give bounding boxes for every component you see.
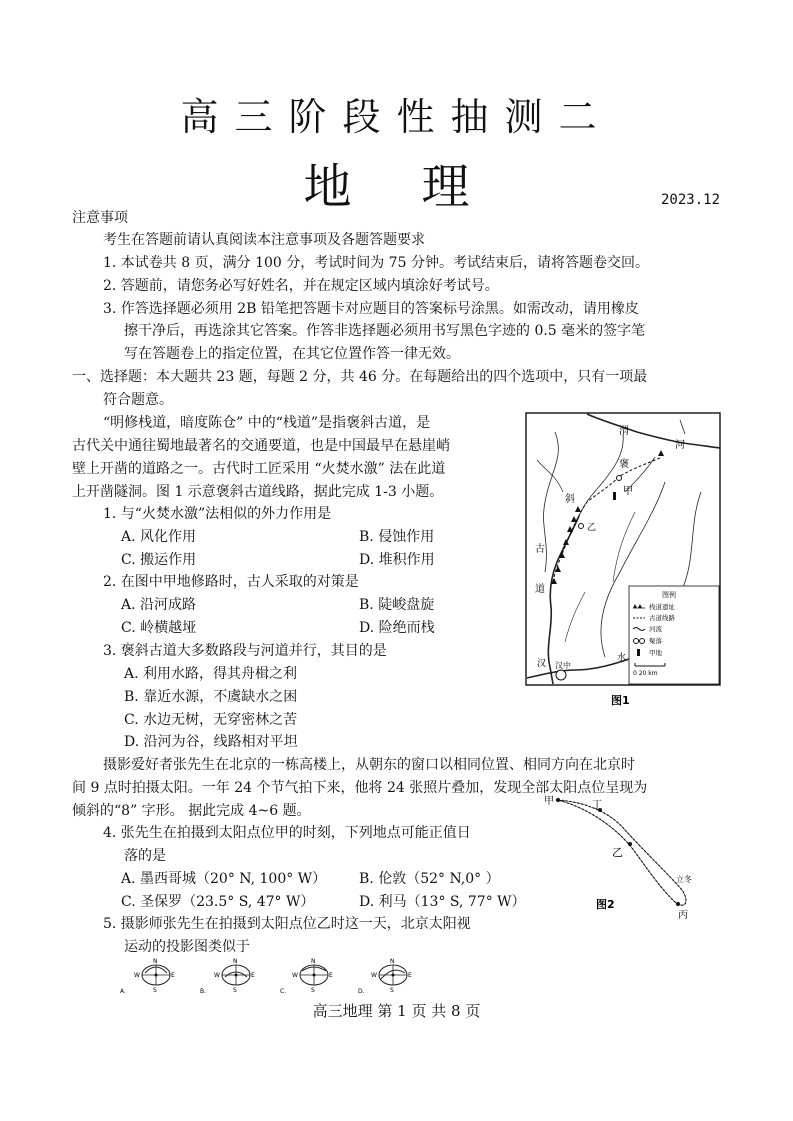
figure1-legend — [629, 586, 719, 684]
notice-item-3-cont2: 写在答题卷上的指定位置，在其它位置作答一律无效。 — [124, 346, 460, 362]
q5-option-d-diagram[interactable] — [358, 958, 412, 995]
svg-text:E: E — [251, 972, 255, 979]
q2-option-c: C. 岭横越垭 — [121, 620, 197, 636]
svg-text:W: W — [134, 972, 140, 979]
passage1-line1: “明修栈道，暗度陈仓” 中的“栈道”是指褒斜古道，是 — [103, 415, 431, 431]
figure1-map — [525, 412, 721, 708]
q4-option-d: D. 利马（13° S, 77° W） — [359, 894, 526, 910]
notice-item-2: 2. 答题前，请您务必写好姓名，并在规定区域内填涂好考试号。 — [103, 278, 499, 294]
section-heading-cont: 符合题意。 — [103, 392, 173, 408]
settlement — [617, 476, 622, 481]
q5-stem: 5. 摄影师张先生在拍摄到太阳点位乙时这一天，北京太阳视 — [103, 916, 471, 932]
q2-option-d: D. 险绝而栈 — [359, 620, 435, 636]
svg-text:图例: 图例 — [662, 591, 676, 599]
exam-title: 高三阶段性抽测二 — [180, 95, 613, 139]
point-ding: 丁 — [592, 800, 602, 811]
point-yi: 乙 — [612, 846, 623, 859]
svg-text:褒: 褒 — [619, 459, 629, 470]
q3-option-c: C. 水边无树，无穿密林之苦 — [124, 712, 298, 728]
q5-stem-cont: 运动的投影图类似于 — [124, 939, 250, 955]
svg-text:甲地: 甲地 — [649, 649, 662, 657]
svg-text:河: 河 — [675, 440, 685, 451]
svg-text:水: 水 — [617, 653, 627, 663]
figure2-analemma — [540, 790, 720, 920]
svg-text:S: S — [233, 987, 237, 994]
notice-item-3-cont1: 擦干净后，再选涂其它答案。作答非选择题必须用书写黑色字迹的 0.5 毫米的签字笔 — [124, 323, 646, 339]
svg-text:S: S — [153, 987, 157, 994]
notice-intro: 考生在答题前请认真阅读本注意事项及各题答题要求 — [103, 232, 425, 248]
svg-text:乙: 乙 — [587, 523, 597, 533]
svg-text:古道线路: 古道线路 — [649, 614, 675, 622]
q2-option-a: A. 沿河成路 — [121, 597, 197, 613]
q3-option-d: D. 沿河为谷，线路相对平坦 — [124, 734, 298, 750]
subject-title: 地理 — [303, 159, 540, 215]
passage1-line4: 上开凿隧洞。图 1 示意褒斜古道线路，据此完成 1-3 小题。 — [72, 484, 444, 500]
svg-text:E: E — [329, 972, 333, 979]
q2-stem: 2. 在图中甲地修路时，古人采取的对策是 — [103, 574, 359, 590]
svg-text:E: E — [171, 972, 175, 979]
passage2-line1: 摄影爱好者张先生在北京的一栋高楼上，从朝东的窗口以相同位置、相同方向在北京时 — [103, 757, 635, 773]
q4-option-b: B. 伦敦（52° N,0° ） — [359, 871, 500, 887]
q1-option-c: C. 搬运作用 — [121, 552, 197, 568]
q5-option-b-diagram[interactable] — [200, 958, 255, 995]
q5-options-diagrams — [118, 955, 418, 997]
svg-text:聚落: 聚落 — [649, 637, 662, 645]
q1-option-d: D. 堆积作用 — [359, 552, 435, 568]
q2-option-b: B. 陡峻盘旋 — [359, 597, 435, 613]
svg-text:W: W — [292, 972, 298, 979]
passage2-line2: 间 9 点时拍摄太阳。一年 24 个节气拍下来，他将 24 张照片叠加，发现全部太阳点位呈现为 — [72, 780, 648, 796]
point-bing: 丙 — [678, 910, 688, 920]
exam-date: 2023.12 — [661, 192, 721, 208]
q5-option-b-label: B. — [200, 988, 207, 995]
passage1-line3: 壁上开凿的道路之一。古代时工匠采用 “火焚水激” 法在此道 — [72, 461, 446, 477]
label-lidong: 立冬 — [676, 875, 692, 884]
svg-text:E: E — [408, 972, 412, 979]
q4-stem: 4. 张先生在拍摄到太阳点位甲的时刻，下列地点可能正值日 — [103, 825, 471, 841]
figure2-caption: 图2 — [596, 898, 615, 911]
q5-option-c-diagram[interactable] — [280, 958, 333, 995]
notice-heading: 注意事项 — [72, 210, 128, 226]
q3-option-b: B. 靠近水源，不虞缺水之困 — [124, 689, 298, 705]
svg-text:S: S — [311, 987, 315, 994]
svg-text:W: W — [371, 972, 377, 979]
notice-item-1: 1. 本试卷共 8 页，满分 100 分，考试时间为 75 分钟。考试结束后，请将答题卷交回。 — [103, 255, 649, 271]
q5-option-c-label: C. — [280, 988, 287, 995]
q3-option-a: A. 利用水路，得其舟楫之利 — [124, 666, 298, 682]
svg-text:河流: 河流 — [649, 625, 662, 633]
q4-option-a: A. 墨西哥城（20° N, 100° W） — [121, 871, 327, 887]
svg-text:N: N — [153, 958, 158, 965]
q1-option-b: B. 侵蚀作用 — [359, 529, 435, 545]
notice-item-3: 3. 作答选择题必须用 2B 铅笔把答题卡对应题目的答案标号涂黑。如需改动，请用橡皮 — [103, 301, 639, 317]
svg-text:甲: 甲 — [623, 486, 633, 497]
figure1-caption: 图1 — [611, 694, 630, 707]
q5-option-a-diagram[interactable] — [120, 958, 175, 995]
svg-text:W: W — [214, 972, 220, 979]
q5-option-d-label: D. — [358, 988, 365, 995]
q5-option-a-label: A. — [120, 988, 126, 995]
svg-text:S: S — [390, 987, 394, 994]
point-jia: 甲 — [544, 796, 554, 807]
jia-marker — [613, 492, 616, 500]
svg-text:栈道遗址: 栈道遗址 — [649, 603, 675, 611]
q1-stem: 1. 与“火焚水激”法相似的外力作用是 — [103, 506, 332, 522]
q4-option-c: C. 圣保罗（23.5° S, 47° W） — [121, 894, 315, 910]
passage2-line3: 倾斜的“8” 字形。 据此完成 4~6 题。 — [72, 803, 311, 819]
page-footer: 高三地理 第 1 页 共 8 页 — [312, 1002, 481, 1020]
passage1-line2: 古代关中通往蜀地最著名的交通要道，也是中国最早在悬崖峭 — [72, 438, 450, 454]
svg-text:N: N — [233, 958, 238, 965]
svg-text:古: 古 — [535, 544, 545, 555]
svg-text:N: N — [311, 958, 316, 965]
svg-text:N: N — [390, 958, 395, 965]
q4-stem-cont: 落的是 — [124, 848, 166, 864]
section-heading: 一、选择题：本大题共 23 题，每题 2 分，共 46 分。在每题给出的四个选项中，只有一项最 — [72, 369, 648, 385]
q3-stem: 3. 褒斜古道大多数路段与河道并行，其目的是 — [103, 643, 387, 659]
q1-option-a: A. 风化作用 — [121, 529, 197, 545]
svg-text:汉中: 汉中 — [555, 661, 571, 670]
svg-text:汉: 汉 — [537, 659, 547, 669]
svg-text:道: 道 — [535, 584, 545, 595]
svg-text:渭: 渭 — [619, 426, 629, 437]
svg-text:斜: 斜 — [565, 494, 575, 505]
svg-text:0 20 km: 0 20 km — [633, 670, 658, 677]
